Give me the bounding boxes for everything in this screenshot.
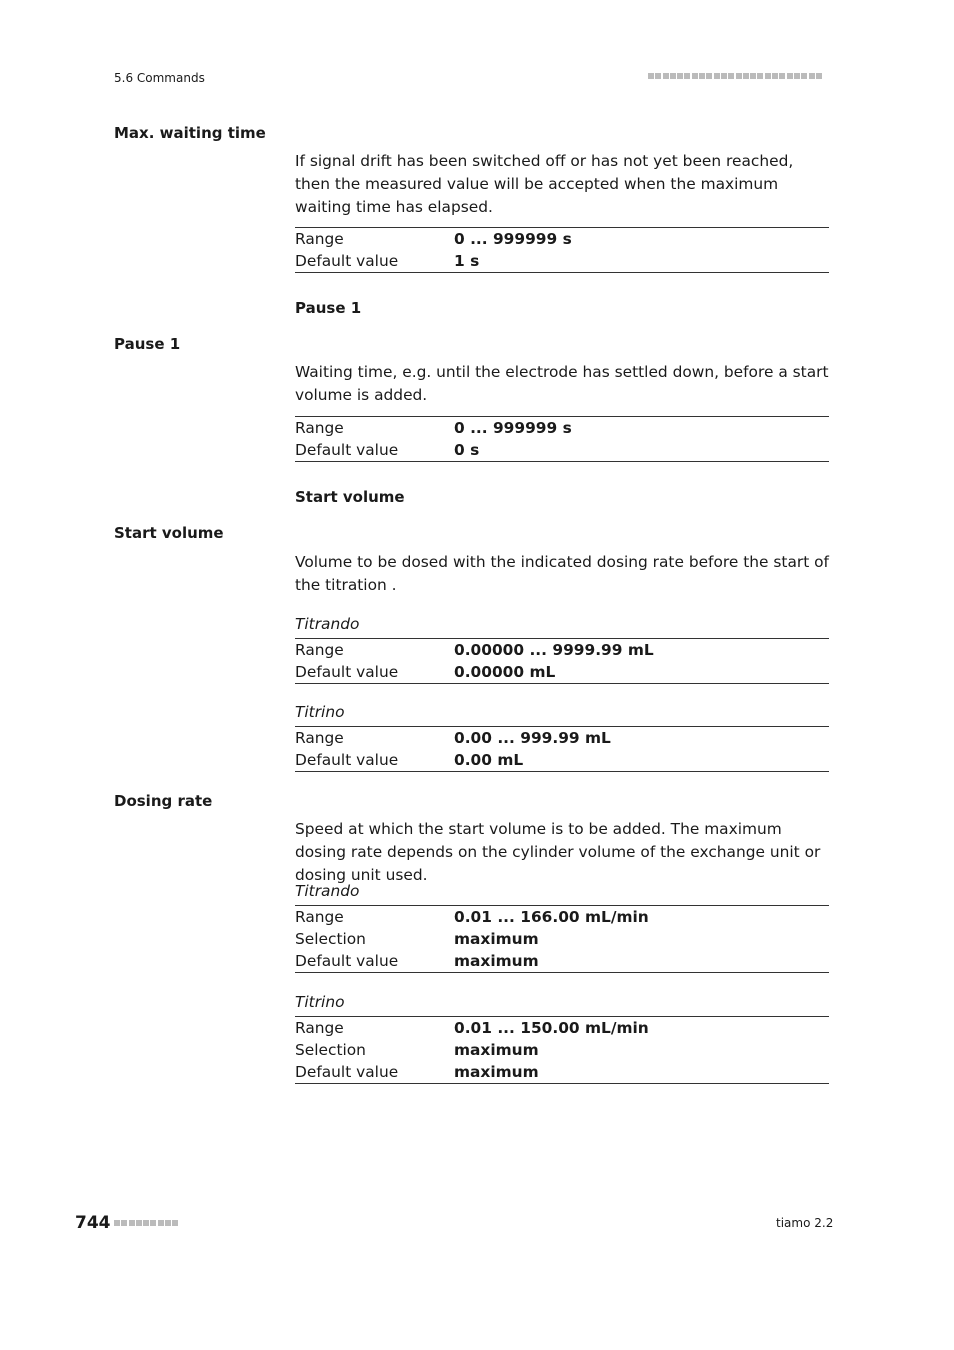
dosing-rate-heading: Dosing rate — [114, 792, 213, 810]
titrando-caption: Titrando — [295, 882, 360, 900]
start-volume-titrando-table — [295, 638, 829, 684]
product-version: tiamo 2.2 — [776, 1216, 834, 1230]
param-value: 0.00000 ... 9999.99 mL — [454, 641, 654, 659]
param-label: Default value — [295, 663, 399, 681]
max-waiting-time-heading: Max. waiting time — [114, 124, 266, 142]
param-label: Range — [295, 230, 344, 248]
param-value: 0.00000 mL — [454, 663, 556, 681]
param-value: maximum — [454, 1063, 539, 1081]
table-row — [295, 439, 829, 461]
table-row — [295, 661, 829, 683]
footer-decoration — [114, 1220, 180, 1239]
table-row — [295, 228, 829, 250]
param-value: maximum — [454, 930, 539, 948]
param-label: Default value — [295, 252, 399, 270]
param-label: Range — [295, 641, 344, 659]
table-row — [295, 906, 829, 928]
dosing-rate-titrino-table — [295, 1016, 829, 1084]
titrando-caption: Titrando — [295, 615, 360, 633]
table-row — [295, 727, 829, 749]
running-header-section: 5.6 Commands — [114, 71, 205, 85]
table-row — [295, 1061, 829, 1083]
dosing-rate-description: Speed at which the start volume is to be added. The maximum dosing rate depends on the cylinder volume of the exchange unit or dosing unit used. — [295, 820, 821, 884]
param-label: Default value — [295, 1063, 399, 1081]
start-volume-description: Volume to be dosed with the indicated dosing rate before the start of the titration . — [295, 553, 829, 594]
table-row — [295, 639, 829, 661]
param-value: 0 ... 999999 s — [454, 230, 572, 248]
param-label: Selection — [295, 1041, 366, 1059]
table-row — [295, 749, 829, 771]
header-decoration — [648, 73, 829, 83]
param-label: Selection — [295, 930, 366, 948]
start-volume-titrino-table — [295, 726, 829, 772]
max-waiting-time-table — [295, 227, 829, 273]
param-value: 1 s — [454, 252, 480, 270]
table-row — [295, 950, 829, 972]
page-number: 744 — [75, 1213, 111, 1233]
pause-heading: Pause 1 — [114, 335, 181, 353]
param-value: 0 s — [454, 441, 480, 459]
max-waiting-time-description: If signal drift has been switched off or has not yet been reached, then the measured value will be accepted when the maximum waiting time has elapsed. — [295, 152, 794, 216]
param-value: 0.00 mL — [454, 751, 524, 769]
param-value: 0.00 ... 999.99 mL — [454, 729, 611, 747]
param-value: 0.01 ... 150.00 mL/min — [454, 1019, 649, 1037]
table-row — [295, 928, 829, 950]
param-value: maximum — [454, 1041, 539, 1059]
pause-subheading: Pause 1 — [295, 299, 362, 317]
param-value: maximum — [454, 952, 539, 970]
param-label: Default value — [295, 952, 399, 970]
start-volume-subheading: Start volume — [295, 488, 405, 506]
titrino-caption: Titrino — [295, 703, 345, 721]
param-label: Range — [295, 729, 344, 747]
table-row — [295, 250, 829, 272]
table-row — [295, 1039, 829, 1061]
pause-table — [295, 416, 829, 462]
param-value: 0.01 ... 166.00 mL/min — [454, 908, 649, 926]
table-row — [295, 1017, 829, 1039]
pause-description: Waiting time, e.g. until the electrode has settled down, before a start volume is added. — [295, 363, 829, 404]
param-value: 0 ... 999999 s — [454, 419, 572, 437]
param-label: Range — [295, 419, 344, 437]
table-row — [295, 417, 829, 439]
start-volume-heading: Start volume — [114, 524, 224, 542]
dosing-rate-titrando-table — [295, 905, 829, 973]
param-label: Range — [295, 908, 344, 926]
param-label: Default value — [295, 751, 399, 769]
param-label: Default value — [295, 441, 399, 459]
titrino-caption: Titrino — [295, 993, 345, 1011]
param-label: Range — [295, 1019, 344, 1037]
